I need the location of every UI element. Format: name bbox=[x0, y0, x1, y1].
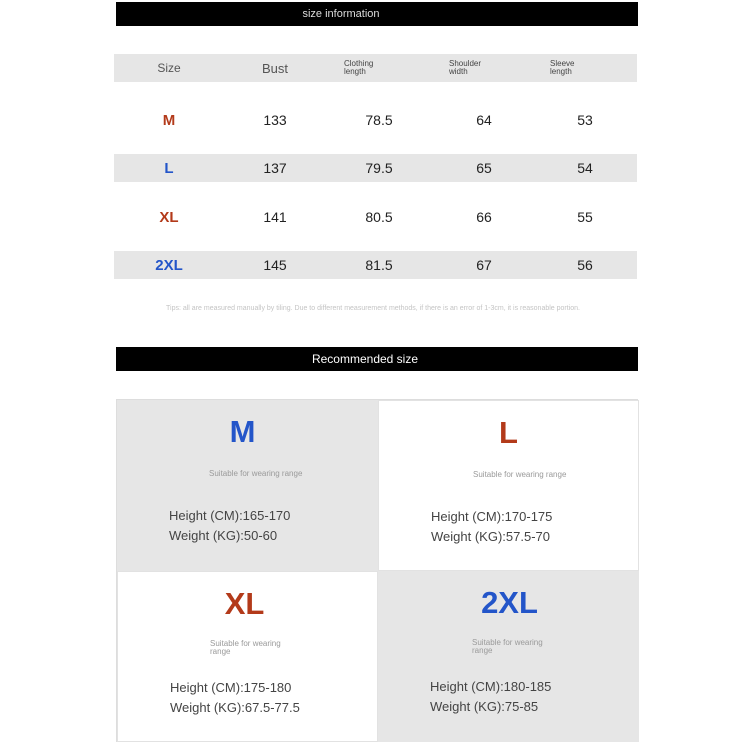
col-clothing-length bbox=[344, 54, 414, 82]
col-sleeve-length-1: Sleeve bbox=[550, 59, 575, 68]
card-xl-height: Height (CM):175-180 bbox=[170, 680, 292, 695]
length-2xl: 81.5 bbox=[365, 257, 393, 273]
table-header-row bbox=[114, 54, 637, 82]
card-l-suitable: Suitable for wearing range bbox=[473, 470, 567, 479]
size-table bbox=[114, 54, 637, 279]
col-clothing-length-1: Clothing bbox=[344, 59, 374, 68]
col-sleeve-length bbox=[550, 54, 620, 82]
card-m-suitable: Suitable for wearing range bbox=[209, 469, 303, 478]
recommended-size-title: Recommended size bbox=[311, 352, 419, 366]
size-xl: XL bbox=[159, 208, 179, 226]
sleeve-2xl: 56 bbox=[577, 257, 593, 273]
card-xl-suitable bbox=[210, 640, 281, 656]
card-xl-suitable-2: range bbox=[210, 647, 231, 656]
size-information-header bbox=[116, 2, 638, 26]
card-2xl-suitable-2: range bbox=[472, 646, 493, 655]
card-2xl-weight: Weight (KG):75-85 bbox=[430, 699, 539, 714]
size-2xl: 2XL bbox=[155, 256, 183, 274]
size-m: M bbox=[162, 111, 176, 129]
sleeve-m: 53 bbox=[577, 112, 593, 128]
col-shoulder-width-2: width bbox=[449, 67, 468, 76]
recommended-size-header bbox=[116, 347, 638, 371]
shoulder-m: 64 bbox=[476, 112, 492, 128]
card-2xl bbox=[378, 571, 639, 742]
sleeve-xl: 55 bbox=[577, 209, 593, 225]
bust-l: 137 bbox=[263, 160, 287, 176]
card-xl bbox=[117, 571, 378, 742]
shoulder-xl: 66 bbox=[476, 209, 492, 225]
card-l-height: Height (CM):170-175 bbox=[431, 509, 553, 524]
card-m-height: Height (CM):165-170 bbox=[169, 508, 291, 523]
table-row-2xl bbox=[114, 251, 637, 279]
recommended-size-grid bbox=[116, 399, 638, 742]
shoulder-2xl: 67 bbox=[476, 257, 492, 273]
col-shoulder-width bbox=[449, 54, 519, 82]
bust-xl: 141 bbox=[263, 209, 287, 225]
card-2xl-suitable-1: Suitable for wearing bbox=[472, 638, 543, 647]
card-2xl-height: Height (CM):180-185 bbox=[430, 679, 552, 694]
bust-m: 133 bbox=[263, 112, 287, 128]
length-m: 78.5 bbox=[365, 112, 393, 128]
col-bust: Bust bbox=[261, 60, 288, 76]
table-row-xl bbox=[114, 203, 637, 231]
table-row-l bbox=[114, 154, 637, 182]
card-m-size: M bbox=[229, 414, 256, 449]
card-m-weight: Weight (KG):50-60 bbox=[169, 528, 278, 543]
length-l: 79.5 bbox=[365, 160, 393, 176]
col-size: Size bbox=[157, 61, 181, 75]
col-sleeve-length-2: length bbox=[550, 67, 572, 76]
table-row-m bbox=[114, 106, 637, 134]
measurement-tips: Tips: all are measured manually by tiling. Due to different measurement methods, if there is an error of 1-3cm, it is reasonable portion. bbox=[166, 305, 580, 312]
col-shoulder-width-1: Shoulder bbox=[449, 59, 482, 68]
shoulder-l: 65 bbox=[476, 160, 492, 176]
card-2xl-suitable bbox=[472, 639, 543, 655]
size-l: L bbox=[164, 159, 174, 177]
card-xl-weight: Weight (KG):67.5-77.5 bbox=[170, 700, 300, 715]
sleeve-l: 54 bbox=[577, 160, 593, 176]
card-l-weight: Weight (KG):57.5-70 bbox=[431, 529, 550, 544]
card-l bbox=[378, 400, 639, 571]
length-xl: 80.5 bbox=[365, 209, 393, 225]
bust-2xl: 145 bbox=[263, 257, 287, 273]
size-information-title: size information bbox=[302, 8, 380, 20]
col-clothing-length-2: length bbox=[344, 67, 366, 76]
card-xl-size: XL bbox=[224, 586, 265, 621]
card-2xl-size: 2XL bbox=[481, 585, 538, 620]
card-m bbox=[117, 400, 378, 571]
card-xl-suitable-1: Suitable for wearing bbox=[210, 639, 281, 648]
card-l-size: L bbox=[499, 415, 518, 450]
